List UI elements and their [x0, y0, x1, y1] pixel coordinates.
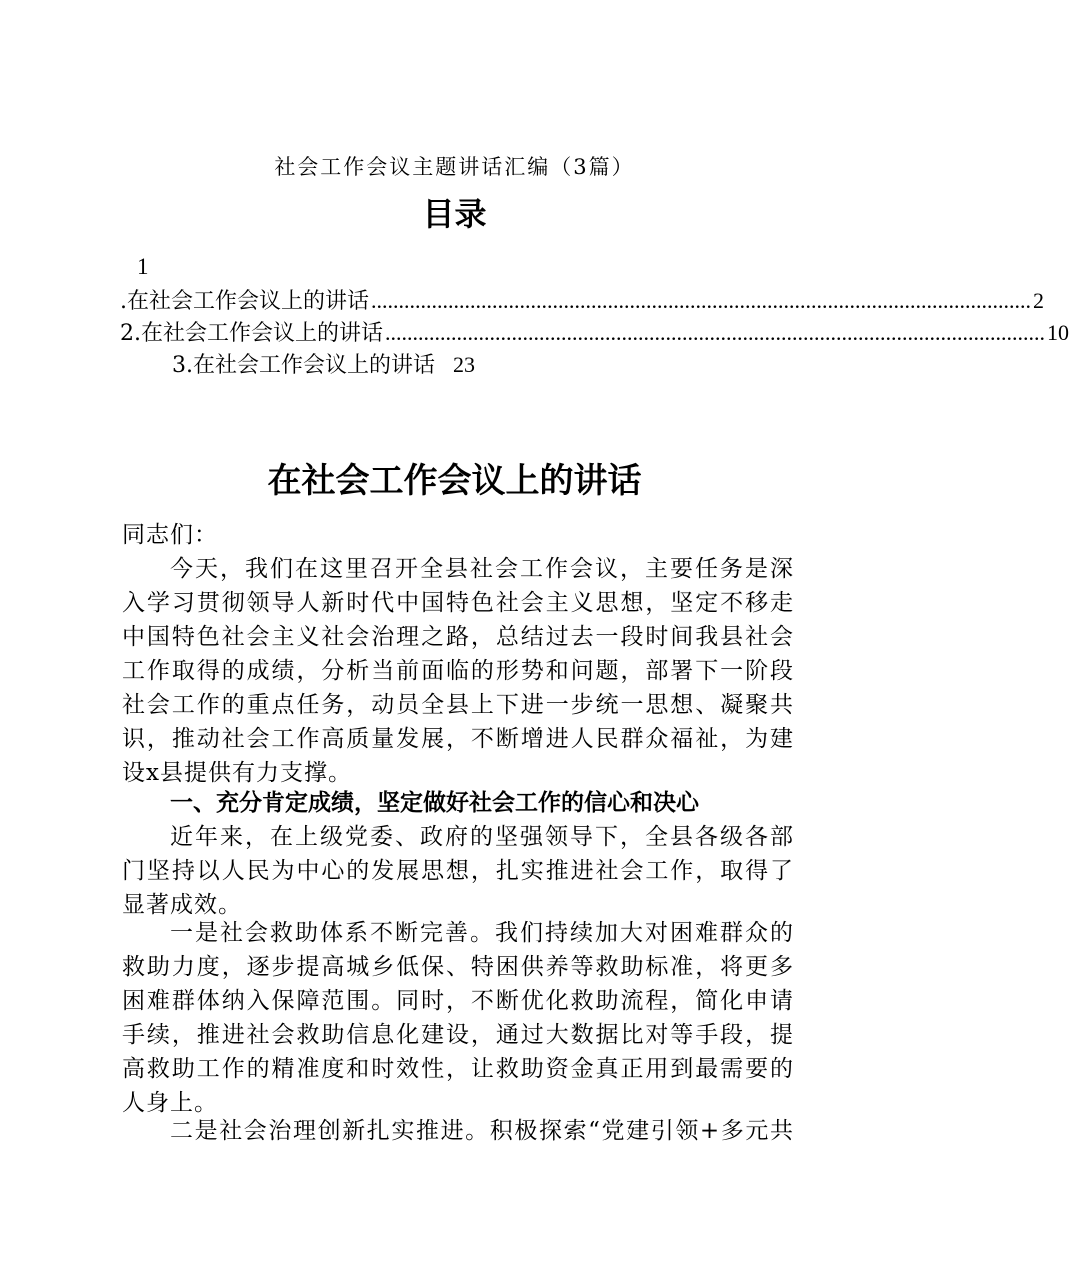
- toc-entry-title: 2.在社会工作会议上的讲话: [120, 321, 383, 346]
- paragraph-4: [122, 1114, 794, 1148]
- text-line: 设x县提供有力支撑。: [122, 760, 352, 786]
- toc-entry-1[interactable]: [120, 286, 1044, 317]
- toc-entry-title: 3.在社会工作会议上的讲话: [172, 353, 435, 378]
- text-line: 困难群体纳入保障范围。同时，不断优化救助流程，简化申请: [122, 988, 794, 1014]
- toc-entry-3[interactable]: [172, 350, 475, 381]
- text-line: 识，推动社会工作高质量发展，不断增进人民群众福祉，为建: [122, 726, 794, 752]
- text-line: 高救助工作的精准度和时效性，让救助资金真正用到最需要的: [122, 1056, 794, 1082]
- speech-title: 在社会工作会议上的讲话: [267, 461, 642, 501]
- text-line: 人身上。: [122, 1090, 218, 1116]
- section-1-heading: 一、充分肯定成绩，坚定做好社会工作的信心和决心: [170, 790, 699, 816]
- text-line: 社会工作的重点任务，动员全县上下进一步统一思想、凝聚共: [122, 692, 794, 718]
- text-line: 近年来，在上级党委、政府的坚强领导下，全县各级各部: [170, 824, 794, 850]
- toc-entry-page: 10: [1047, 320, 1069, 345]
- toc-entry-page: 2: [1033, 288, 1044, 313]
- text-line: 救助力度，逐步提高城乡低保、特困供养等救助标准，将更多: [122, 954, 794, 980]
- text-line: 二是社会治理创新扎实推进。积极探索“党建引领+多元共: [170, 1118, 794, 1144]
- toc-number-prefix: 1: [137, 254, 149, 279]
- toc-entry-title: .在社会工作会议上的讲话: [120, 289, 369, 314]
- text-line: 手续，推进社会救助信息化建设，通过大数据比对等手段，提: [122, 1022, 794, 1048]
- greeting: [122, 518, 794, 552]
- text-line: 工作取得的成绩，分析当前面临的形势和问题，部署下一阶段: [122, 658, 794, 684]
- text-line: 中国特色社会主义社会治理之路，总结过去一段时间我县社会: [122, 624, 794, 650]
- greeting-text: 同志们：: [122, 522, 218, 548]
- text-line: 显著成效。: [122, 892, 242, 918]
- document-subtitle: 社会工作会议主题讲话汇编（3篇）: [274, 155, 635, 179]
- toc-entry-page: 23: [453, 352, 475, 377]
- text-line: 今天，我们在这里召开全县社会工作会议，主要任务是深: [170, 556, 794, 582]
- paragraph-3: [122, 916, 794, 1120]
- paragraph-2: [122, 820, 794, 922]
- toc-heading: 目录: [422, 195, 487, 233]
- text-line: 一是社会救助体系不断完善。我们持续加大对困难群众的: [170, 920, 794, 946]
- text-line: 门坚持以人民为中心的发展思想，扎实推进社会工作，取得了: [122, 858, 794, 884]
- paragraph-1: [122, 552, 794, 790]
- toc-entry-2[interactable]: [120, 318, 1069, 349]
- toc-leader-dots: ........................................................................................................................: [371, 288, 1031, 313]
- toc-leader-dots: ........................................................................................................................: [385, 320, 1045, 345]
- text-line: 入学习贯彻领导人新时代中国特色社会主义思想，坚定不移走: [122, 590, 794, 616]
